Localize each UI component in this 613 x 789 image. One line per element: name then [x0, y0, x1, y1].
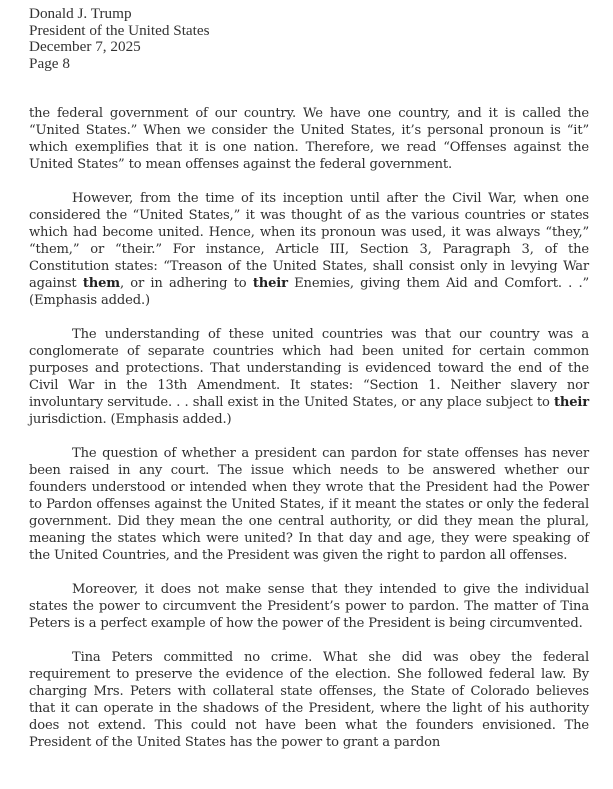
emphasis-text: them [82, 276, 120, 291]
body-paragraph [29, 190, 589, 309]
author-name: Donald J. Trump [29, 5, 132, 22]
body-paragraph [29, 445, 589, 564]
author-title: President of the United States [29, 21, 210, 39]
paragraph-text: jurisdiction. (Emphasis added.) [29, 412, 232, 427]
emphasis-text: their [553, 395, 589, 410]
emphasis-text: their [252, 276, 288, 291]
paragraph-text: Moreover, it does not make sense that they intended to give the individual states the power to circumvent the President’s power to pardon. The matter of Tina Peters is a perfect example of how the power of the President is being circumvented. [29, 582, 589, 631]
paragraph-text: Enemies, giving them Aid and Comfort. . .” (Emphasis added.) [29, 276, 590, 308]
paragraph-text: The understanding of these united countries was that our country was a conglomerate of separate countries which had been united for certain common purposes and protections. That understanding is evidenced toward the end of the Civil War in the 13th Amendment. It states: “Section 1. Neither slavery nor involuntary servitude. . . shall exist in the United States, or any place subject to [29, 327, 589, 410]
paragraph-text: , or in adhering to [119, 276, 253, 291]
paragraph-text: the federal government of our country. We have one country, and it is called the “United States.” When we consider the United States, it’s personal pronoun is “it” which exemplifies that it is one nation. Therefore, we read “Offenses against the United States” to mean offenses against the federal government. [29, 106, 589, 172]
page-number: Page 8 [29, 54, 70, 72]
body-paragraph [29, 105, 589, 173]
paragraph-text: However, from the time of its inception until after the Civil War, when one considered the “United States,” it was thought of as the various countries or states which had become united. Hence, when its pronoun was used, it was always “they,” “them,” or “their.” For instance, Article III, Section 3, Paragraph 3, of the Constitution states: “Treason of the United States, shall consist only in levying War against [29, 191, 589, 291]
body-paragraph [29, 326, 589, 428]
letterhead [29, 6, 210, 72]
body-paragraph [29, 649, 589, 751]
body-paragraph [29, 581, 589, 632]
letter-body [29, 105, 589, 768]
paragraph-text: The question of whether a president can pardon for state offenses has never been raised in any court. The issue which needs to be answered whether our founders understood or intended when they wrote that the President had the Power to Pardon offenses against the United States, if it meant the states or only the federal government. Did they mean the one central authority, or did they mean the plural, meaning the states which were united? In that day and age, they were speaking of the United Countries, and the President was given the right to pardon all offenses. [29, 446, 589, 563]
letter-date: December 7, 2025 [29, 38, 141, 56]
paragraph-text: Tina Peters committed no crime. What she did was obey the federal requirement to preserve the evidence of the election. She followed federal law. By charging Mrs. Peters with collateral state offenses, the State of Colorado believes that it can operate in the shadows of the President, where the light of his authority does not extend. This could not have been what the founders envisioned. The President of the United States has the power to grant a pardon [29, 650, 589, 750]
